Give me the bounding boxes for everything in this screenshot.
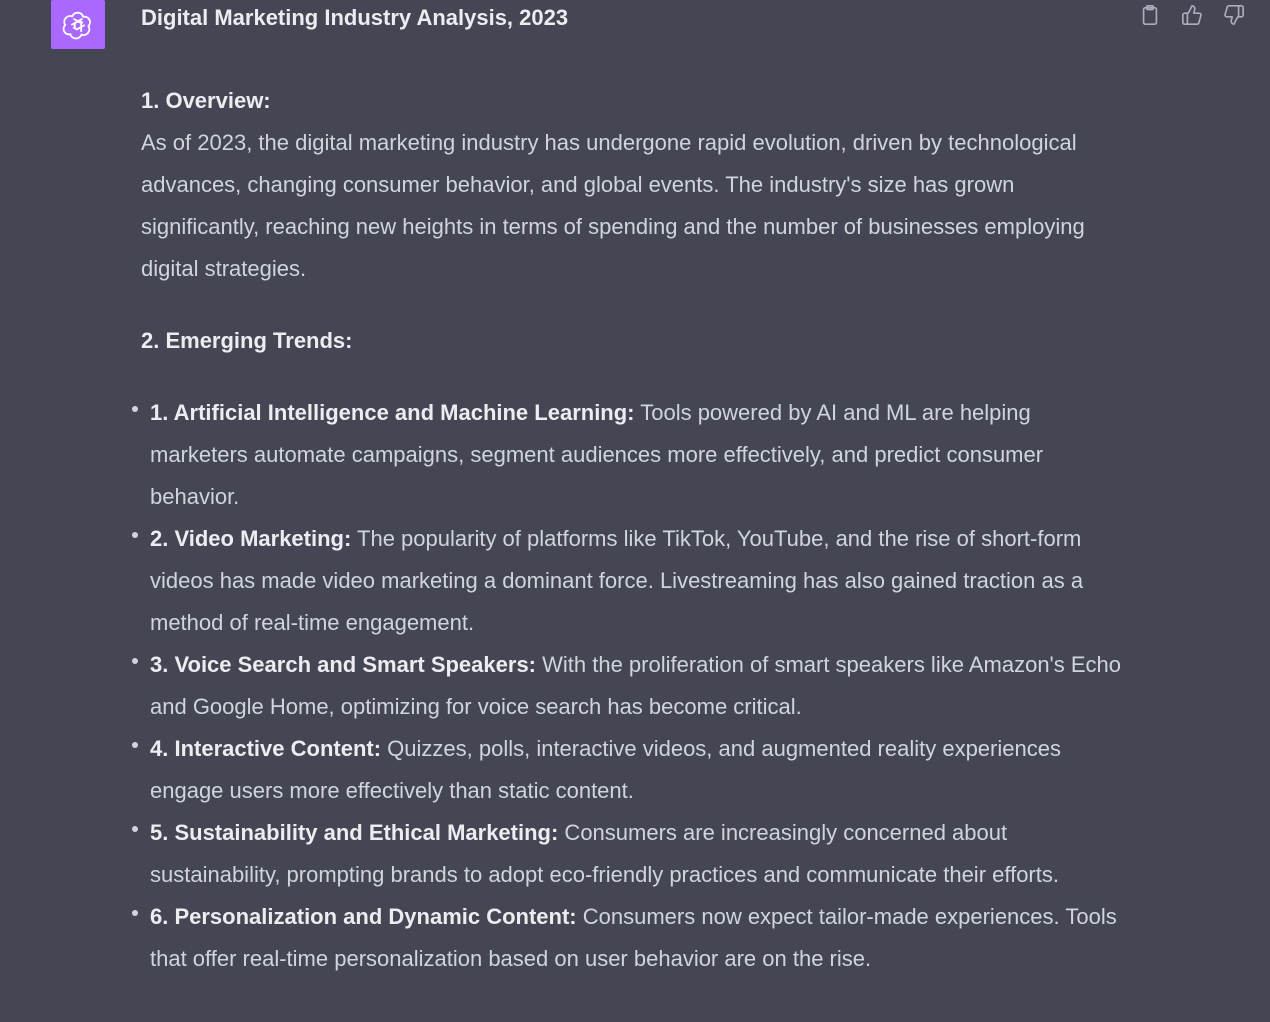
assistant-avatar <box>51 0 105 49</box>
overview-body: As of 2023, the digital marketing industry has undergone rapid evolution, driven by technological advances, changing consumer behavior, and global events. The industry's size has grown significantly, reaching new heights in terms of spending and the number of businesses employing digital strategies. <box>141 130 1085 281</box>
trend-lead: 6. Personalization and Dynamic Content: <box>150 904 577 929</box>
thumbs-down-icon <box>1223 4 1245 26</box>
list-item <box>150 644 1131 728</box>
trend-lead: 2. Video Marketing: <box>150 526 352 551</box>
trend-text: Consumers now expect tailor-made experiences. Tools that offer real-time personalization based on user behavior are on the rise. <box>150 904 1117 971</box>
trend-lead: 1. Artificial Intelligence and Machine Learning: <box>150 400 635 425</box>
trends-heading: 2. Emerging Trends: <box>141 328 353 353</box>
trend-lead: 3. Voice Search and Smart Speakers: <box>150 652 536 677</box>
thumbs-down-button[interactable] <box>1220 2 1248 28</box>
trend-text: With the proliferation of smart speakers like Amazon's Echo and Google Home, optimizing for voice search has become critical. <box>150 652 1122 719</box>
trend-lead: 4. Interactive Content: <box>150 736 382 761</box>
list-item <box>150 812 1131 896</box>
trend-text: Consumers are increasingly concerned about sustainability, prompting brands to adopt eco-friendly practices and communicate their efforts. <box>150 820 1059 887</box>
trends-list <box>141 392 1131 980</box>
trend-text: The popularity of platforms like TikTok, YouTube, and the rise of short-form videos has made video marketing a dominant force. Livestreaming has also gained traction as a method of real-time engagement. <box>150 526 1084 635</box>
copy-button[interactable] <box>1136 2 1164 28</box>
list-item <box>150 896 1131 980</box>
thumbs-up-icon <box>1181 4 1203 26</box>
trend-lead: 5. Sustainability and Ethical Marketing: <box>150 820 559 845</box>
thumbs-up-button[interactable] <box>1178 2 1206 28</box>
overview-heading: 1. Overview: <box>141 88 271 113</box>
message-actions <box>1136 2 1248 28</box>
message-title: Digital Marketing Industry Analysis, 2023 <box>141 5 569 30</box>
trend-text: Quizzes, polls, interactive videos, and augmented reality experiences engage users more effectively than static content. <box>150 736 1061 803</box>
list-item <box>150 392 1131 518</box>
trend-text: Tools powered by AI and ML are helping marketers automate campaigns, segment audiences more effectively, and predict consumer behavior. <box>150 400 1044 509</box>
openai-logo-icon <box>62 9 94 41</box>
clipboard-icon <box>1139 4 1161 26</box>
list-item <box>150 518 1131 644</box>
list-item <box>150 728 1131 812</box>
message-content <box>141 0 1131 980</box>
